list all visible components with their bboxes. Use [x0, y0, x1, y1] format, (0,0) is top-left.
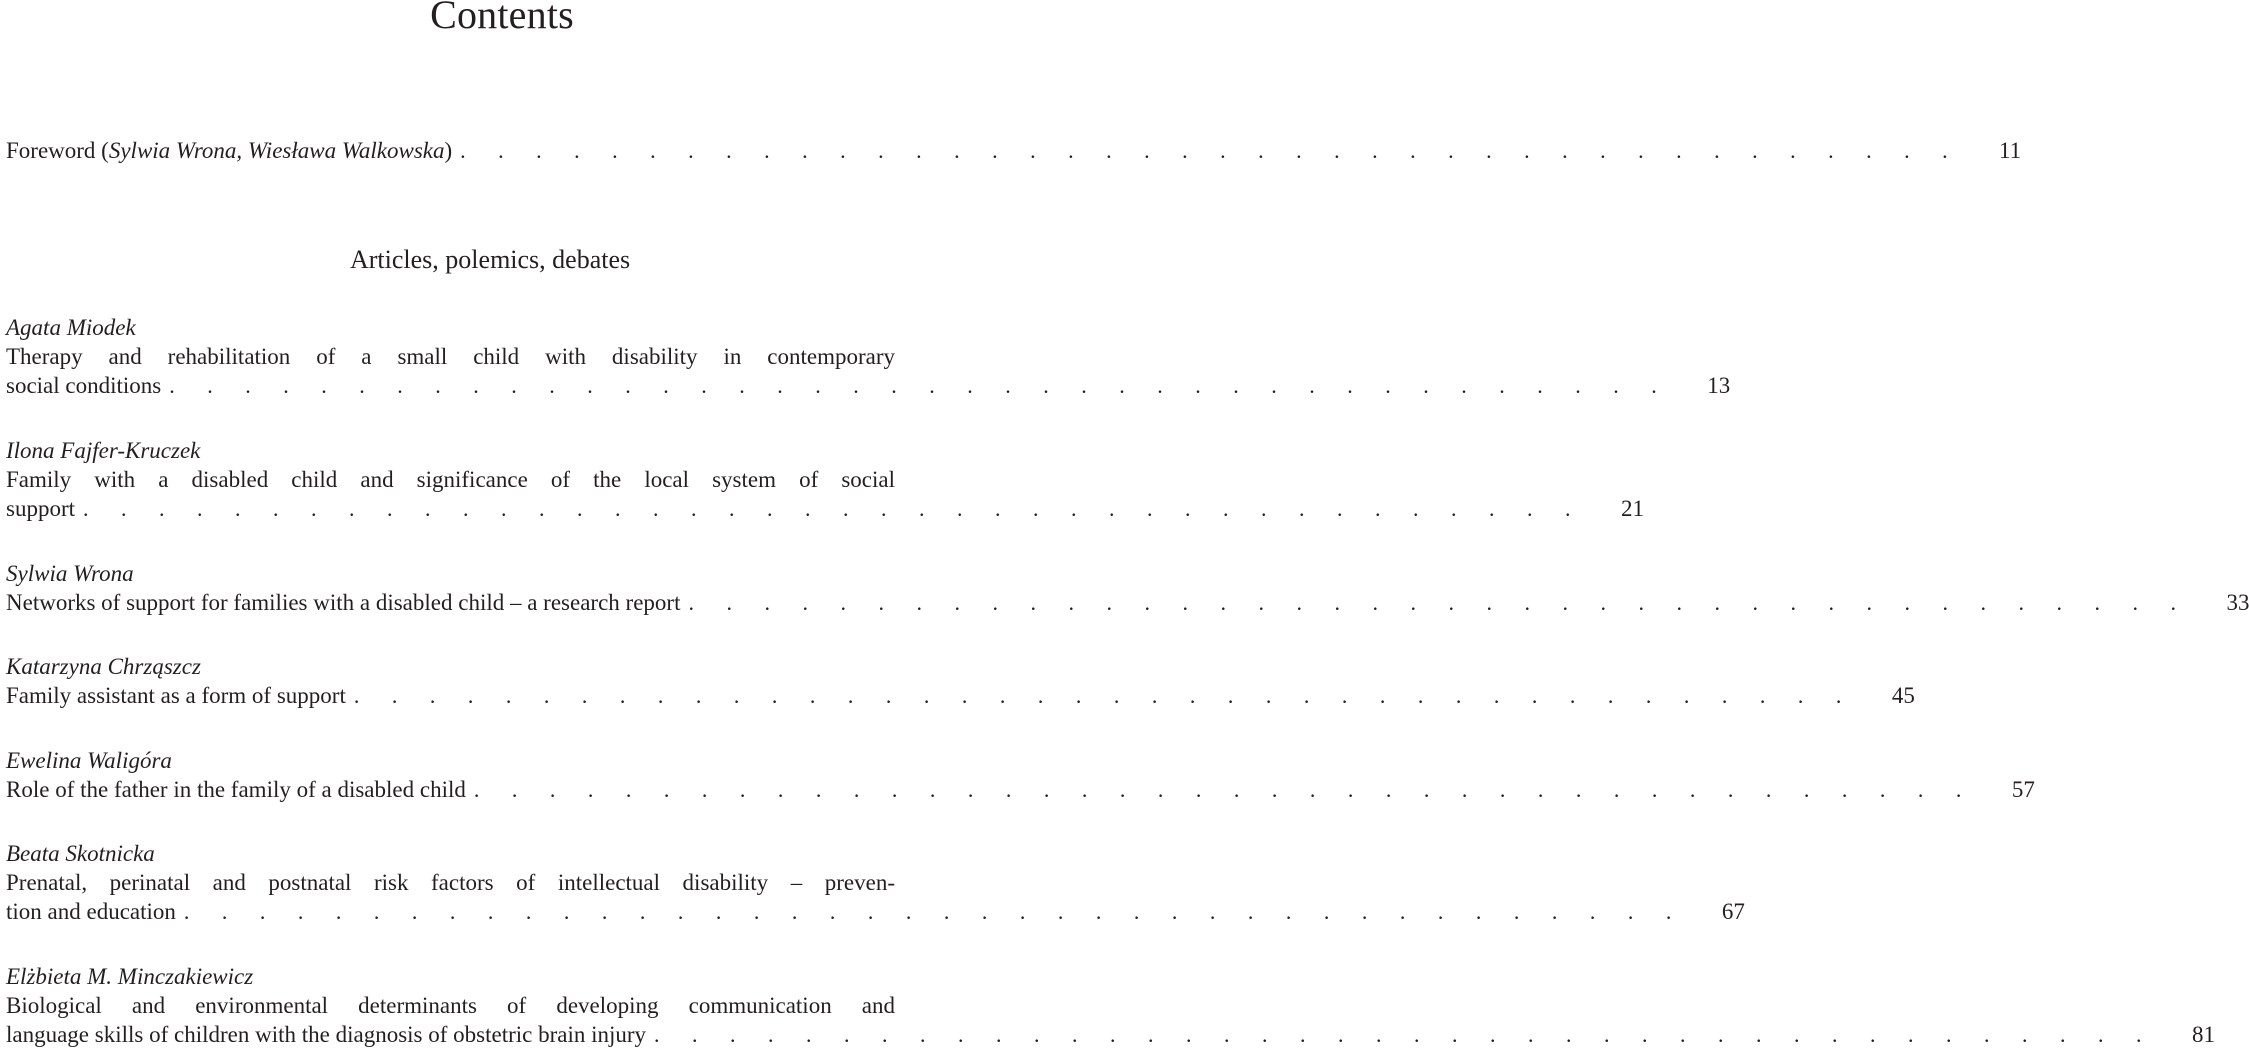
toc-entry-last-line[interactable]: [6, 775, 2035, 805]
toc-entry-last-line[interactable]: [6, 588, 2249, 618]
entry-author: Sylwia Wrona: [6, 561, 134, 586]
entry-title-end: Role of the father in the family of a disabled child: [6, 777, 466, 802]
entry-title-line[interactable]: Biological and environmental determinants of developing communication and: [6, 993, 895, 1018]
page-number: 45: [1891, 683, 1915, 708]
entry-title-line[interactable]: Prenatal, perinatal and postnatal risk factors of intellectual disability – preven-: [6, 870, 895, 895]
page-number: 67: [1721, 899, 1745, 924]
entry-title-end: support: [6, 496, 75, 521]
dot-leader: . . . . . . . . . . . . . . . . . . . . . . . . . . . . . . . . . . . . . . . .: [688, 590, 2190, 615]
dot-leader: . . . . . . . . . . . . . . . . . . . . . . . . . . . . . . . . . . . . . . . .: [83, 496, 1584, 521]
toc-entry-last-line[interactable]: [6, 371, 1731, 401]
entry-author: Elżbieta M. Minczakiewicz: [6, 964, 254, 989]
dot-leader: . . . . . . . . . . . . . . . . . . . . . . . . . . . . . . . . . . . . . . . .: [460, 138, 1962, 163]
entry-author: Beata Skotnicka: [6, 841, 155, 866]
dot-leader: . . . . . . . . . . . . . . . . . . . . . . . . . . . . . . . . . . . . . . . .: [169, 373, 1671, 398]
foreword-title: Foreword (Sylwia Wrona, Wiesława Walkowska): [6, 138, 453, 163]
page-title: Contents: [430, 0, 574, 37]
entry-title-end: Networks of support for families with a disabled child – a research report: [6, 590, 681, 615]
toc-entry-last-line[interactable]: [6, 494, 1644, 524]
page-number: 33: [2226, 590, 2249, 615]
entry-author: Katarzyna Chrząszcz: [6, 654, 201, 679]
dot-leader: . . . . . . . . . . . . . . . . . . . . . . . . . . . . . . . . . . . . . . . .: [654, 1022, 2156, 1047]
dot-leader: . . . . . . . . . . . . . . . . . . . . . . . . . . . . . . . . . . . . . . . .: [473, 777, 1975, 802]
dot-leader: . . . . . . . . . . . . . . . . . . . . . . . . . . . . . . . . . . . . . . . .: [353, 683, 1855, 708]
entry-title-line[interactable]: Therapy and rehabilitation of a small child with disability in contemporary: [6, 344, 895, 369]
entry-title-end: social conditions: [6, 373, 162, 398]
toc-entry-last-line[interactable]: [6, 1020, 2216, 1050]
entry-author: Ewelina Waligóra: [6, 748, 172, 773]
section-heading: Articles, polemics, debates: [350, 245, 631, 274]
entry-author: Agata Miodek: [6, 315, 136, 340]
page-number: 81: [2192, 1022, 2216, 1047]
foreword-authors: Sylwia Wrona, Wiesława Walkowska: [108, 138, 445, 163]
entry-title-end: language skills of children with the diagnosis of obstetric brain injury: [6, 1022, 647, 1047]
foreword-entry[interactable]: [6, 136, 2022, 166]
entry-title-end: Family assistant as a form of support: [6, 683, 346, 708]
toc-entry-last-line[interactable]: [6, 681, 1915, 711]
entry-title-end: tion and education: [6, 899, 176, 924]
page-number: 57: [2011, 777, 2035, 802]
page-number: 21: [1621, 496, 1644, 521]
toc-entry-last-line[interactable]: [6, 897, 1745, 927]
dot-leader: . . . . . . . . . . . . . . . . . . . . . . . . . . . . . . . . . . . . . . . .: [183, 899, 1685, 924]
entry-author: Ilona Fajfer-Kruczek: [6, 438, 201, 463]
page-number: 11: [1999, 138, 2022, 163]
entry-title-line[interactable]: Family with a disabled child and significance of the local system of social: [6, 467, 895, 492]
page-number: 13: [1707, 373, 1731, 398]
